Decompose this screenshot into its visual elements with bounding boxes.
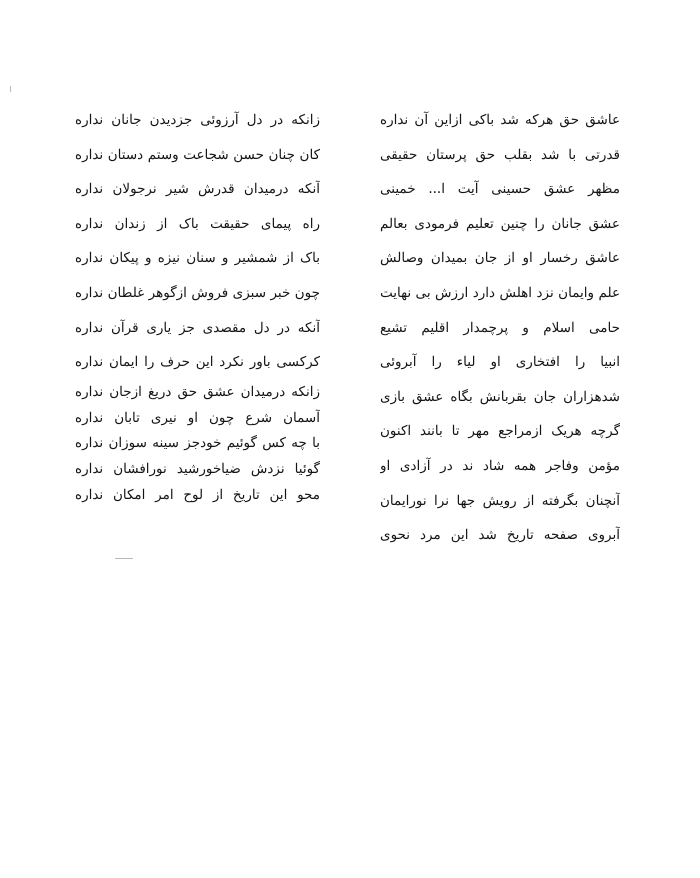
poem-line: با چه کس گوئیم خودجز سینه سوزان نداره	[75, 435, 320, 452]
poem-line: محو این تاریخ از لوح امر امکان نداره	[75, 486, 320, 503]
poem-line: آسمان شرع چون او نیری تابان نداره	[75, 409, 320, 426]
poem-line: زانکه درمیدان عشق حق دریغ ازجان نداره	[75, 383, 320, 400]
poem-line: آنکه در دل مقصدی جز یاری قرآن نداره	[75, 319, 320, 336]
poem-line: عاشق رخسار او از جان بمیدان وصالش	[380, 250, 620, 267]
poem-line: کرکسی باور نکرد این حرف را ایمان نداره	[75, 354, 320, 371]
poem-line: حامی اسلام و پرچمدار اقلیم تشیع	[380, 319, 620, 336]
poem-column-right	[380, 103, 620, 553]
poem-line: زانکه در دل آرزوئی جزدیدن جانان نداره	[75, 112, 320, 128]
poem-line: عشق جانان را چنین تعلیم فرمودی بعالم	[380, 215, 620, 232]
poem-line: آبروی صفحه تاریخ شد این مرد نحوی	[380, 527, 620, 544]
poem-line: گرچه هریک ازمراجع مهر تا بانند اکنون	[380, 423, 620, 440]
poem-line: آنچنان بگرفته از رویش جها نرا نورایمان	[380, 492, 620, 509]
poem-line: باک از شمشیر و سنان نیزه و پیکان نداره	[75, 250, 320, 267]
poem-line: گوئیا نزدش ضیاخورشید نورافشان نداره	[75, 461, 320, 478]
poem-line: شدهزاران جان بقربانش بگاه عشق بازی	[380, 388, 620, 405]
scan-artifact	[115, 558, 133, 559]
poem-line: قدرتی با شد بقلب حق پرستان حقیقی	[380, 146, 620, 163]
poem-column-left	[75, 103, 320, 509]
poem-line: انبیا را افتخاری او لیاء را آبروئی	[380, 354, 620, 371]
poem-line: مظهر عشق حسینی آیت ا... خمینی	[380, 181, 620, 198]
poem-line: علم وایمان نزد اهلش دارد ارزش بی نهایت	[380, 284, 620, 301]
poem-line: کان چنان حسن شجاعت وستم دستان نداره	[75, 146, 320, 163]
poem-line: عاشق حق هرکه شد باکی ازاین آن نداره	[380, 112, 620, 128]
scan-artifact	[10, 86, 11, 92]
poem-line: آنکه درمیدان قدرش شیر نرجولان نداره	[75, 181, 320, 198]
poem-line: چون خبر سبزی فروش ازگوهر غلطان نداره	[75, 284, 320, 301]
poem-line: مؤمن وفاجر همه شاد ند در آزادی او	[380, 457, 620, 474]
poem-line: راه پیمای حقیقت باک از زندان نداره	[75, 215, 320, 232]
